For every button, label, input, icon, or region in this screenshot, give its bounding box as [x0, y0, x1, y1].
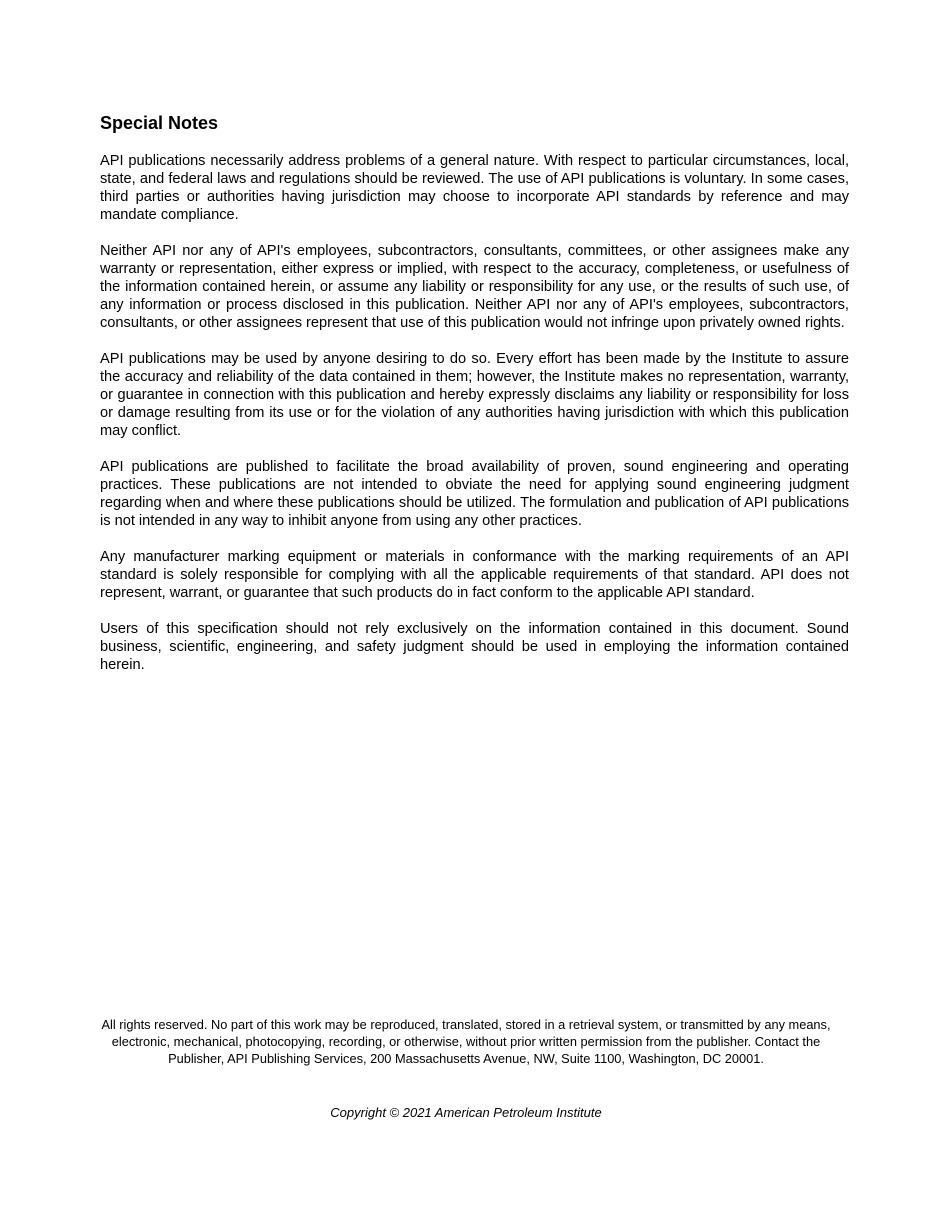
- note-paragraph-liability-disclaimer: API publications may be used by anyone desiring to do so. Every effort has been made by the Institute to assure the accuracy and reliability of the data contained in them; however, the Institute makes no representation, warranty, or guarantee in connection with this publication and hereby expressly disclaims any liability or responsibility for loss or damage resulting from its use or for the violation of any authorities having jurisdiction with which this publication may conflict.: [100, 351, 849, 439]
- rights-notice: All rights reserved. No part of this work may be reproduced, translated, stored in a retrieval system, or transmitted by any means, electronic, mechanical, photocopying, recording, or otherwise, without prior written permission from the publisher. Contact the Publisher, API Publishing Services, 200 Massachusetts Avenue, NW, Suite 1100, Washington, DC 20001.: [101, 1017, 831, 1066]
- note-paragraph-voluntary-use: API publications necessarily address problems of a general nature. With respect to particular circumstances, local, state, and federal laws and regulations should be reviewed. The use of API publications is voluntary. In some cases, third parties or authorities having jurisdiction may choose to incorporate API standards by reference and may mandate compliance.: [100, 153, 849, 223]
- special-notes-body: [100, 152, 849, 692]
- page-title: Special Notes: [100, 113, 219, 133]
- note-paragraph-engineering-practices: API publications are published to facilitate the broad availability of proven, sound engineering and operating practices. These publications are not intended to obviate the need for applying sound engineering judgment regarding when and where these publications should be utilized. The formulation and publication of API publications is not intended in any way to inhibit anyone from using any other practices.: [100, 459, 849, 529]
- note-paragraph-user-judgment: Users of this specification should not rely exclusively on the information contained in this document. Sound business, scientific, engineering, and safety judgment should be used in employing the information contained herein.: [100, 621, 849, 673]
- note-paragraph-manufacturer-marking: Any manufacturer marking equipment or materials in conformance with the marking requirements of an API standard is solely responsible for complying with all the applicable requirements of that standard. API does not represent, warrant, or guarantee that such products do in fact conform to the applicable API standard.: [100, 549, 849, 601]
- copyright-line: Copyright © 2021 American Petroleum Institute: [330, 1105, 602, 1120]
- note-paragraph-no-warranty: Neither API nor any of API's employees, subcontractors, consultants, committees, or other assignees make any warranty or representation, either express or implied, with respect to the accuracy, completeness, or usefulness of the information contained herein, or assume any liability or responsibility for any use, or the results of such use, of any information or process disclosed in this publication. Neither API nor any of API's employees, subcontractors, consultants, or other assignees represent that use of this publication would not infringe upon privately owned rights.: [100, 243, 849, 331]
